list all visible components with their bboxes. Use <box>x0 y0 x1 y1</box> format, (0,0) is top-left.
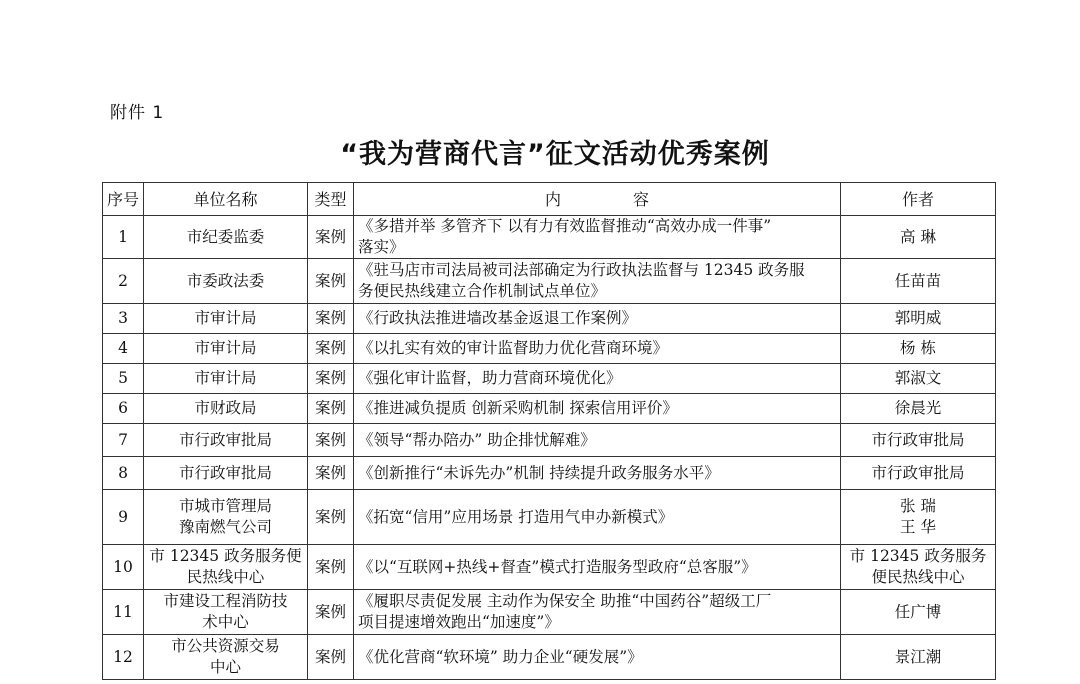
row-author <box>841 216 996 259</box>
row-content <box>354 334 841 364</box>
row-author-line: 市行政审批局 <box>871 463 965 482</box>
row-type: 案例 <box>308 216 354 259</box>
row-type: 案例 <box>308 364 354 394</box>
row-unit-line: 豫南燃气公司 <box>178 518 272 536</box>
row-unit-line: 市城市管理局 <box>178 497 272 515</box>
row-content-line: 《以扎实有效的审计监督助力优化营商环境》 <box>358 339 669 357</box>
header-unit: 单位名称 <box>144 183 308 216</box>
row-author <box>841 304 996 334</box>
header-index: 序号 <box>103 183 144 216</box>
table-row <box>103 545 996 590</box>
table-row <box>103 394 996 424</box>
row-author <box>841 259 996 304</box>
row-unit <box>144 457 308 490</box>
row-content <box>354 635 841 680</box>
row-unit <box>144 545 308 590</box>
table-row <box>103 364 996 394</box>
table-body <box>103 216 996 680</box>
row-content-line: 项目提速增效跑出“加速度”》 <box>358 613 560 631</box>
table-row <box>103 304 996 334</box>
row-author-line: 王 华 <box>900 518 936 536</box>
row-unit <box>144 334 308 364</box>
document-title: “我为营商代言”征文活动优秀案例 <box>340 139 770 170</box>
row-content <box>354 457 841 490</box>
row-unit <box>144 394 308 424</box>
table-row <box>103 457 996 490</box>
row-content <box>354 424 841 457</box>
row-unit <box>144 216 308 259</box>
row-index: 3 <box>103 304 144 334</box>
row-author-line: 张 瑞 <box>900 497 936 515</box>
row-type: 案例 <box>308 457 354 490</box>
row-unit <box>144 259 308 304</box>
row-type: 案例 <box>308 304 354 334</box>
row-author <box>841 545 996 590</box>
row-unit-line: 术中心 <box>202 613 249 631</box>
row-index: 4 <box>103 334 144 364</box>
header-content-label: 内容 <box>544 189 721 209</box>
row-author-line: 市 12345 政务服务 <box>849 547 987 565</box>
row-author-line: 任广博 <box>894 602 942 621</box>
row-unit-line: 市委政法委 <box>186 271 265 290</box>
row-author-line: 郭明威 <box>894 309 942 327</box>
row-unit <box>144 635 308 680</box>
header-type: 类型 <box>308 183 354 216</box>
row-author-line: 任苗苗 <box>894 271 942 290</box>
row-unit-line: 中心 <box>209 658 241 676</box>
row-type: 案例 <box>308 545 354 590</box>
row-index: 9 <box>103 490 144 545</box>
row-author-line: 景江潮 <box>894 647 942 666</box>
row-author <box>841 394 996 424</box>
table-row <box>103 259 996 304</box>
row-index: 7 <box>103 424 144 457</box>
row-content-line: 《创新推行“未诉先办”机制 持续提升政务服务水平》 <box>358 463 720 482</box>
header-author: 作者 <box>841 183 996 216</box>
row-author <box>841 334 996 364</box>
row-content-line: 落实》 <box>358 238 405 256</box>
row-index: 1 <box>103 216 144 259</box>
row-content-line: 《驻马店市司法局被司法部确定为行政执法监督与 12345 政务服 <box>358 261 805 279</box>
row-content-line: 《推进减负提质 创新采购机制 探索信用评价》 <box>358 399 678 417</box>
row-author-line: 杨 栋 <box>900 339 936 357</box>
row-unit <box>144 590 308 635</box>
row-author-line: 便民热线中心 <box>871 568 965 586</box>
cases-table <box>102 182 996 680</box>
row-unit <box>144 424 308 457</box>
row-type: 案例 <box>308 259 354 304</box>
row-author <box>841 590 996 635</box>
row-unit-line: 市公共资源交易 <box>171 637 280 655</box>
row-content <box>354 490 841 545</box>
row-type: 案例 <box>308 490 354 545</box>
row-content-line: 《行政执法推进墙改基金返退工作案例》 <box>358 309 638 327</box>
row-unit-line: 市建设工程消防技 <box>163 592 288 610</box>
row-author-line: 郭淑文 <box>894 369 942 387</box>
row-author-line: 徐晨光 <box>894 399 942 417</box>
row-type: 案例 <box>308 635 354 680</box>
row-index: 8 <box>103 457 144 490</box>
row-content <box>354 304 841 334</box>
row-content <box>354 364 841 394</box>
row-author <box>841 364 996 394</box>
row-type: 案例 <box>308 424 354 457</box>
row-content-line: 《履职尽责促发展 主动作为保安全 助推“中国药谷”超级工厂 <box>358 592 772 610</box>
table-row <box>103 635 996 680</box>
row-unit <box>144 304 308 334</box>
row-index: 10 <box>103 545 144 590</box>
row-content <box>354 216 841 259</box>
row-index: 5 <box>103 364 144 394</box>
row-unit-line: 市行政审批局 <box>178 430 272 449</box>
row-author <box>841 635 996 680</box>
row-unit-line: 市 12345 政务服务便 <box>149 547 302 565</box>
row-type: 案例 <box>308 590 354 635</box>
table-header-row <box>103 183 996 216</box>
row-author <box>841 457 996 490</box>
row-content-line: 《强化审计监督，助力营商环境优化》 <box>358 369 622 387</box>
table-row <box>103 216 996 259</box>
table-row <box>103 424 996 457</box>
row-index: 12 <box>103 635 144 680</box>
row-unit-line: 市审计局 <box>194 339 257 357</box>
table-row <box>103 490 996 545</box>
row-unit <box>144 490 308 545</box>
row-content <box>354 590 841 635</box>
row-unit-line: 市纪委监委 <box>186 227 265 246</box>
row-content-line: 《优化营商“软环境” 助力企业“硬发展”》 <box>358 647 643 666</box>
row-type: 案例 <box>308 334 354 364</box>
row-author <box>841 424 996 457</box>
row-author <box>841 490 996 545</box>
row-content-line: 《拓宽“信用”应用场景 打造用气申办新模式》 <box>358 507 674 526</box>
row-author-line: 高 琳 <box>900 227 936 246</box>
row-content <box>354 545 841 590</box>
header-content <box>354 183 841 216</box>
attachment-label: 附件 1 <box>110 103 165 123</box>
row-index: 6 <box>103 394 144 424</box>
row-unit-line: 市行政审批局 <box>178 463 272 482</box>
row-content-line: 《多措并举 多管齐下 以有力有效监督推动“高效办成一件事” <box>358 217 772 235</box>
row-content-line: 《领导“帮办陪办” 助企排忧解难》 <box>358 430 596 449</box>
row-unit-line: 市审计局 <box>194 309 257 327</box>
row-unit <box>144 364 308 394</box>
row-unit-line: 市审计局 <box>194 369 257 387</box>
row-type: 案例 <box>308 394 354 424</box>
row-index: 2 <box>103 259 144 304</box>
row-content <box>354 259 841 304</box>
row-index: 11 <box>103 590 144 635</box>
row-unit-line: 民热线中心 <box>186 568 265 586</box>
table-row <box>103 334 996 364</box>
row-unit-line: 市财政局 <box>194 399 257 417</box>
row-content-line: 务便民热线建立合作机制试点单位》 <box>358 282 607 300</box>
row-content <box>354 394 841 424</box>
row-content-line: 《以“互联网+热线+督查”模式打造服务型政府“总客服”》 <box>358 557 757 576</box>
row-author-line: 市行政审批局 <box>871 430 965 449</box>
table-row <box>103 590 996 635</box>
